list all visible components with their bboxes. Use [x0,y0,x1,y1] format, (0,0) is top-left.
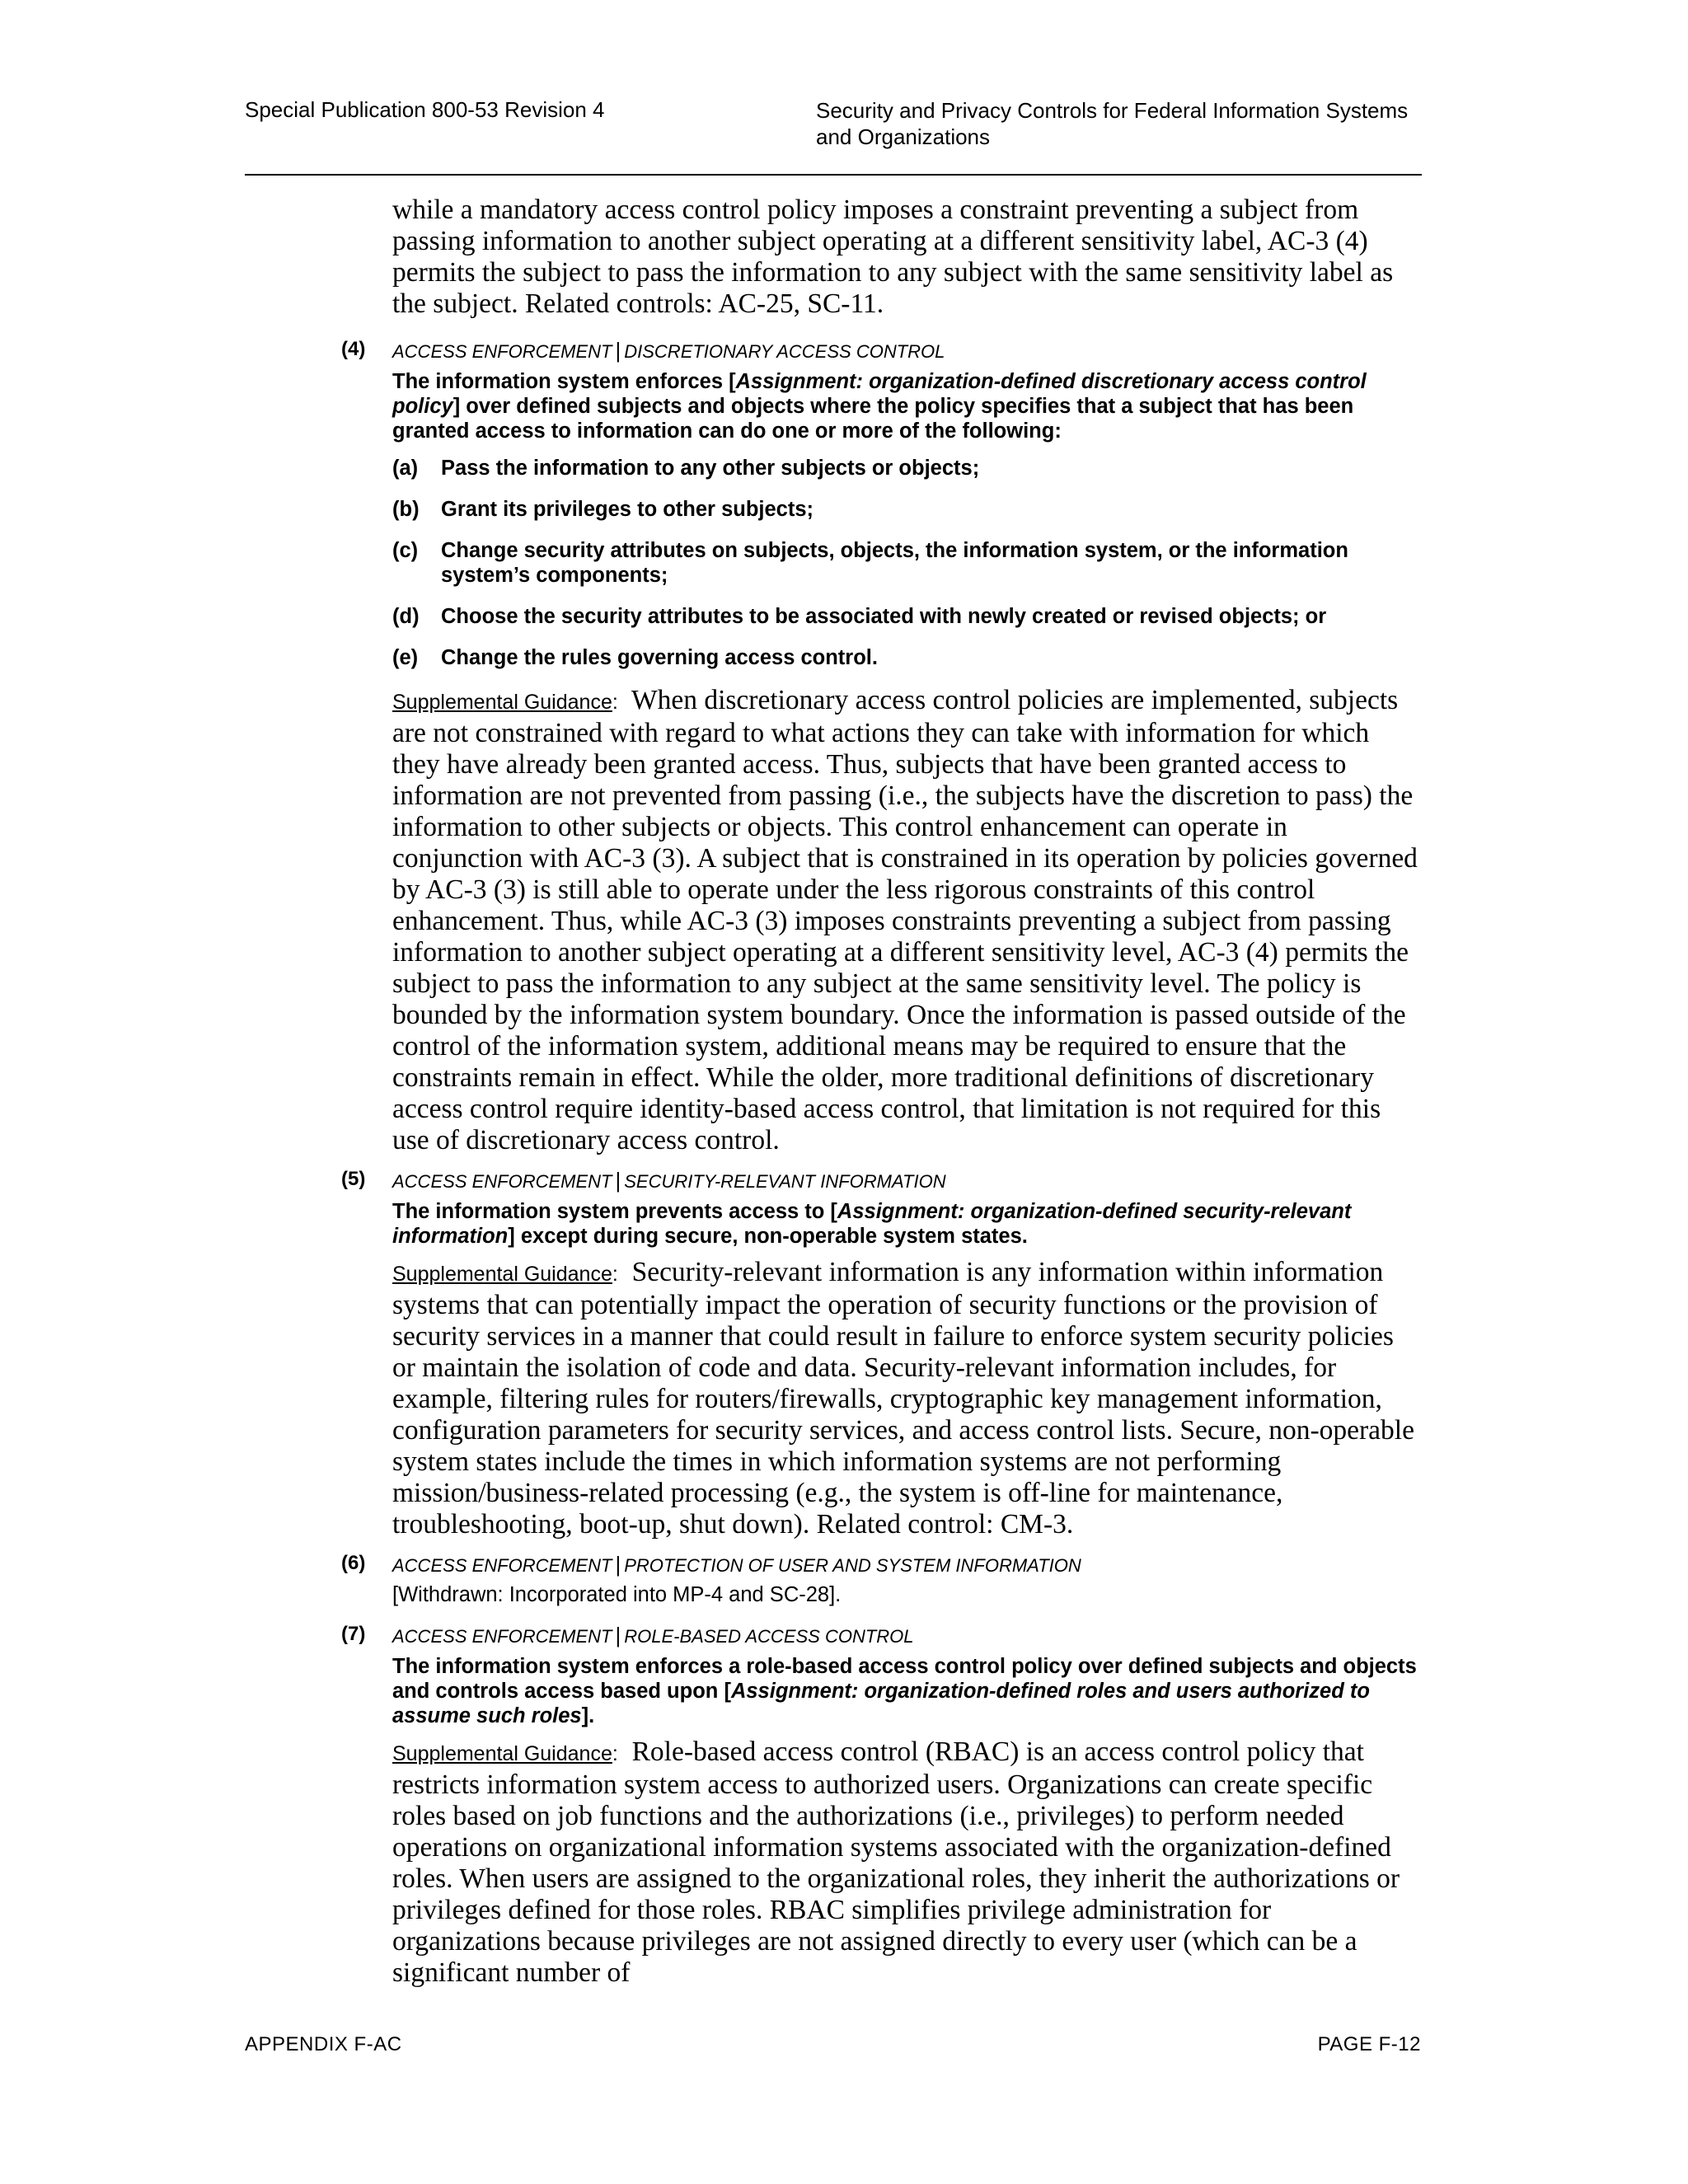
title-name: PROTECTION OF USER AND SYSTEM INFORMATION [624,1555,1081,1576]
item-label: (e) [392,646,419,669]
enhancement-number: (6) [341,1552,366,1574]
title-prefix: ACCESS ENFORCEMENT [392,341,612,362]
enhancement-title [392,1552,1423,1578]
list-item [392,538,1423,588]
item-text: Choose the security attributes to be associated with newly created or revised objects; or [441,605,1327,628]
item-label: (d) [392,605,420,628]
enhancement-number: (5) [341,1168,366,1190]
title-name: DISCRETIONARY ACCESS CONTROL [624,341,945,362]
statement-items [392,456,1423,670]
withdrawn-notice: [Withdrawn: Incorporated into MP-4 and SC-28]. [392,1583,842,1606]
enhancement-title [392,1623,1423,1649]
enhancement-number: (4) [341,338,366,360]
list-item [392,645,1423,670]
supplemental-guidance-label: Supplemental Guidance [392,691,612,714]
item-text: Change security attributes on subjects, objects, the information system, or the information system’s components; [441,539,1348,587]
statement-assignment: Assignment: organization-defined discretionary access control policy [392,370,1367,418]
statement-assignment: Assignment: organization-defined roles and users authorized to assume such roles [392,1680,1370,1727]
statement-text: The information system enforces a role-based access control policy over defined subjects and objects and controls access based upon [ [392,1655,1417,1703]
title-prefix: ACCESS ENFORCEMENT [392,1626,612,1647]
footer-appendix-label: APPENDIX F-AC [245,2033,402,2055]
header-publication-title: Special Publication 800-53 Revision 4 [245,97,605,122]
statement-text: ] except during secure, non-operable system states. [508,1225,1028,1248]
label-colon: : [612,1263,618,1286]
title-separator: | [615,1552,621,1577]
item-label: (a) [392,457,419,480]
enhancement-6 [341,1552,1423,1608]
supplemental-guidance-text: When discretionary access control policies are implemented, subjects are not constrained with regard to what actions they can take with information for which they have already been granted access. Thus, subjects that have been granted access to information are not prevented from passing (i.e., the subjects have the discretion to pass) the information to other subjects or objects. This control enhancement can operate in conjunction with AC-3 (3). A subject that is constrained in its operation by policies governed by AC-3 (3) is still able to operate under the less rigorous constraints of this control enhancement. Thus, while AC-3 (3) imposes constraints preventing a subject from passing information to another subject operating at a different sensitivity level, AC-3 (4) permits the subject to pass the information to any subject at the same sensitivity level. The policy is bounded by the information system boundary. Once the information is passed outside of the control of the information system, additional means may be required to ensure that the constraints remain in effect. While the older, more traditional definitions of discretionary access control require identity-based access control, that limitation is not required for this use of discretionary access control. [392,685,1418,1155]
supplemental-guidance-label: Supplemental Guidance [392,1742,612,1765]
control-statement [392,1199,1423,1249]
enhancement-5 [341,1168,1423,1540]
statement-text: The information system enforces [ [392,370,736,393]
supplemental-guidance-label: Supplemental Guidance [392,1263,612,1286]
title-prefix: ACCESS ENFORCEMENT [392,1171,612,1192]
list-item [392,456,1423,480]
enhancement-title [392,338,1423,364]
control-statement [392,369,1423,443]
item-text: Pass the information to any other subjects or objects; [441,457,980,480]
statement-text: ]. [581,1704,595,1727]
header-divider [245,174,1422,176]
title-name: SECURITY-RELEVANT INFORMATION [624,1171,946,1192]
supplemental-guidance [392,685,1423,1156]
list-item [392,604,1423,629]
supplemental-guidance [392,1257,1423,1540]
header-document-title: Security and Privacy Controls for Federal Information Systems and Organizations [816,98,1409,149]
title-separator: | [615,1623,621,1647]
enhancement-title [392,1168,1423,1194]
supplemental-guidance-text: Role-based access control (RBAC) is an access control policy that restricts information system access to authorized users. Organizations can create specific roles based on job functions and the authorizations (i.e., privileges) to perform needed operations on organizational information systems associated with the organization-defined roles. When users are assigned to the organizational roles, they inherit the authorizations or privileges defined for those roles. RBAC simplifies privilege administration for organizations because privileges are not assigned directly to every user (which can be a significant number of [392,1736,1400,1988]
intro-paragraph: while a mandatory access control policy imposes a constraint preventing a subject from passing information to another subject operating at a different sensitivity label, AC-3 (4) permits the subject to pass the information to any subject with the same sensitivity label as the subject. Related controls: AC-25, SC-11. [392,194,1394,319]
item-label: (c) [392,539,419,562]
label-colon: : [612,691,618,714]
title-separator: | [615,1168,621,1193]
footer-page-number: PAGE F-12 [1317,2033,1421,2055]
title-name: ROLE-BASED ACCESS CONTROL [624,1626,914,1647]
statement-text: The information system prevents access to [ [392,1200,837,1223]
control-statement [392,1654,1423,1728]
list-item [392,497,1423,522]
enhancement-7 [341,1623,1423,1989]
supplemental-guidance [392,1736,1423,1989]
title-prefix: ACCESS ENFORCEMENT [392,1555,612,1576]
supplemental-guidance-text: Security-relevant information is any information within information systems that can potentially impact the operation of security functions or the provision of security services in a manner that could result in failure to enforce system security policies or maintain the isolation of code and data. Security-relevant information includes, for example, filtering rules for routers/firewalls, cryptographic key management information, configuration parameters for security services, and access control lists. Secure, non-operable system states include the times in which information systems are not performing mission/business-related processing (e.g., the system is off-line for maintenance, troubleshooting, boot-up, shut down). Related control: CM-3. [392,1257,1414,1540]
label-colon: : [612,1742,618,1765]
item-label: (b) [392,498,420,521]
item-text: Change the rules governing access control. [441,646,878,669]
item-text: Grant its privileges to other subjects; [441,498,814,521]
statement-assignment: Assignment: organization-defined security-relevant information [392,1200,1352,1248]
statement-text: ] over defined subjects and objects where the policy specifies that a subject that has been granted access to information can do one or more of the following: [392,395,1354,443]
enhancement-4 [341,338,1423,1156]
page-content [341,194,1423,1989]
enhancement-number: (7) [341,1623,366,1645]
title-separator: | [615,338,621,363]
